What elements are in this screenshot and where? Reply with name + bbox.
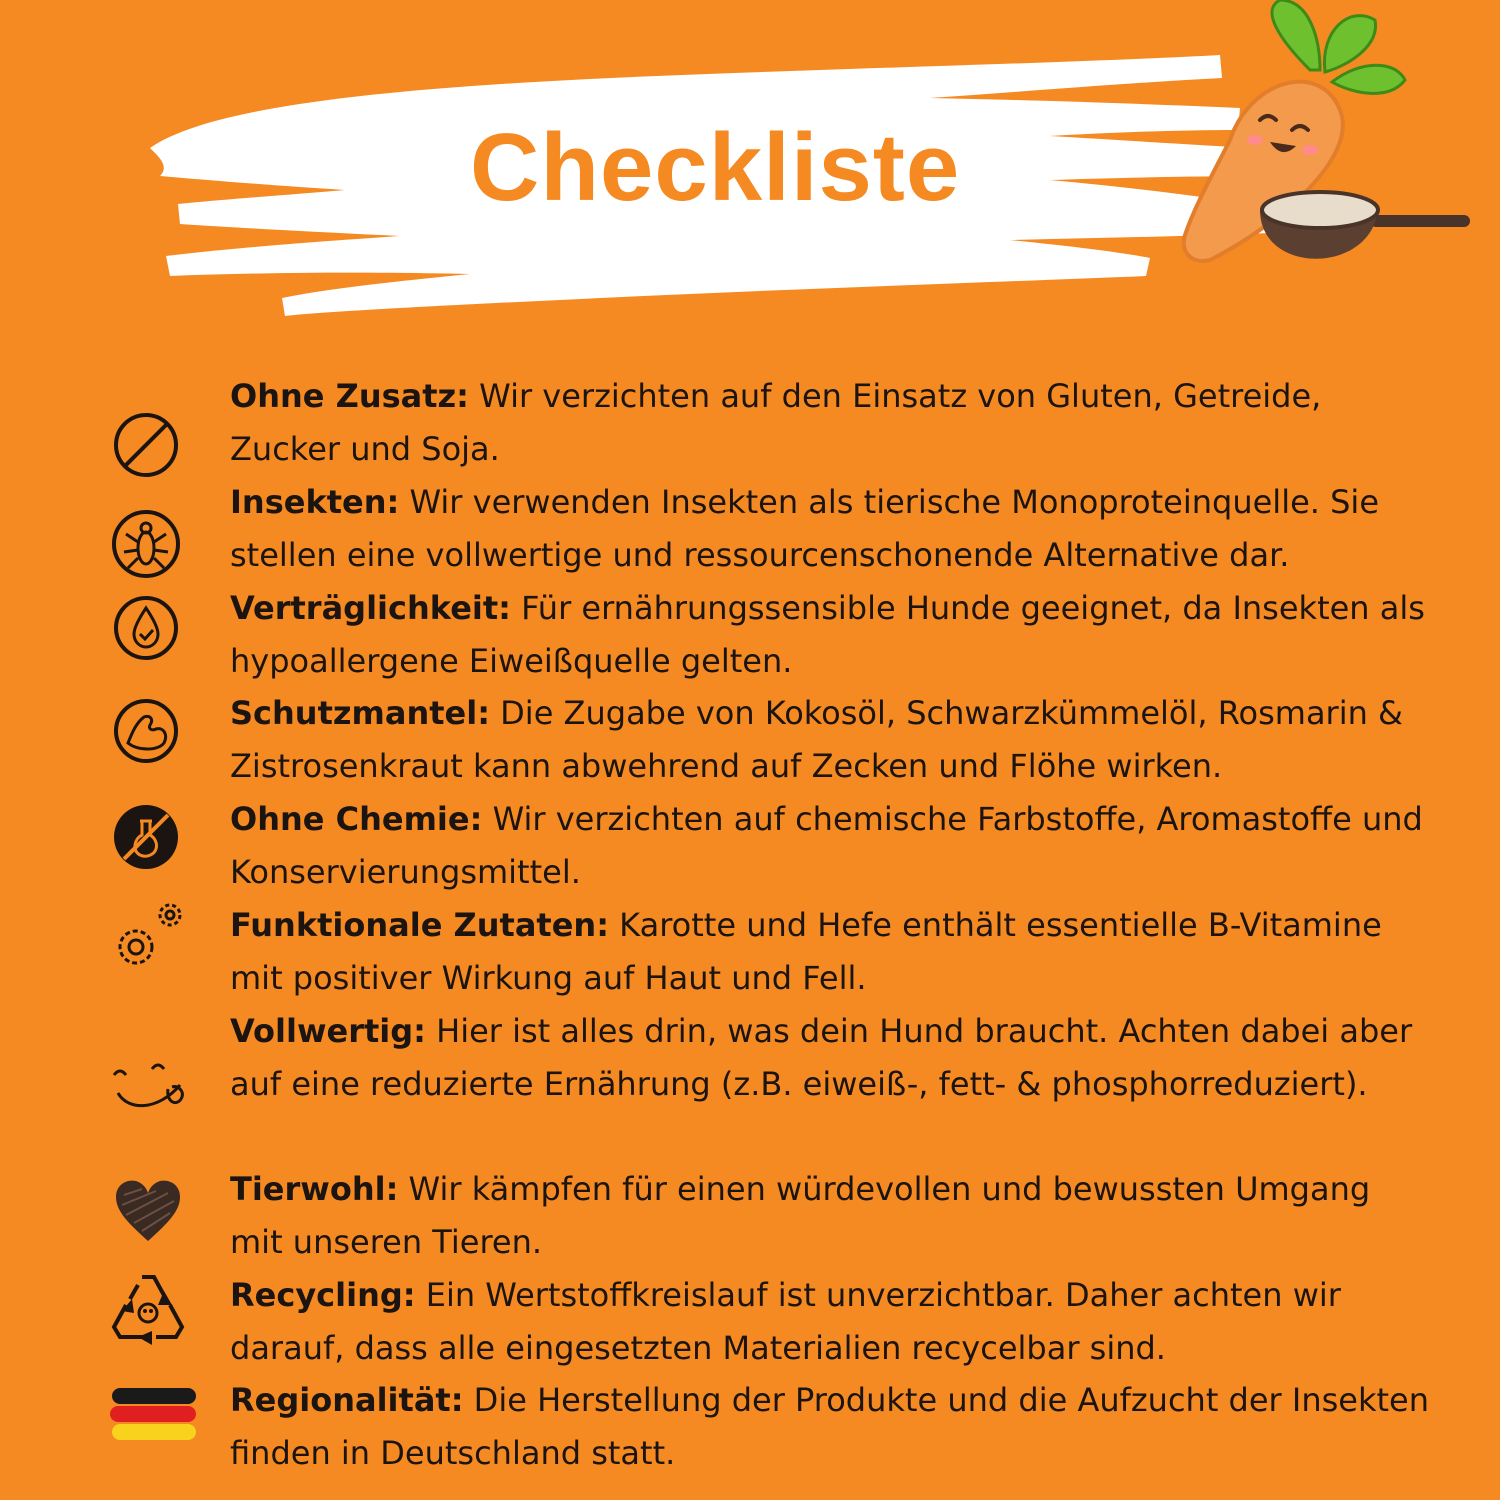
- header-banner: [0, 0, 1500, 340]
- item-label: Insekten:: [230, 483, 400, 521]
- item-label: Recycling:: [230, 1276, 416, 1314]
- item-text: [230, 899, 1430, 1005]
- item-description: Die Herstellung der Produkte und die Aufzucht der Insekten finden in Deutschland statt.: [230, 1381, 1429, 1472]
- item-text: [230, 1163, 1430, 1269]
- item-description: Ein Wertstoffkreislauf ist unverzichtbar. Daher achten wir darauf, dass alle eingesetzten Materialien recycelbar sind.: [230, 1276, 1341, 1367]
- scoop-icon: [1260, 192, 1470, 259]
- item-text: [230, 1005, 1430, 1111]
- item-label: Tierwohl:: [230, 1170, 399, 1208]
- german-flag-icon: [110, 1382, 200, 1462]
- gears-icon: [108, 899, 188, 979]
- item-label: Schutzmantel:: [230, 694, 490, 732]
- item-label: Verträglichkeit:: [230, 589, 511, 627]
- item-description: Wir verwenden Insekten als tierische Monoproteinquelle. Sie stellen eine vollwertige und ressourcenschonende Alternative dar.: [230, 483, 1379, 574]
- carrot-leaves: [1272, 0, 1405, 93]
- item-label: Ohne Chemie:: [230, 800, 483, 838]
- item-description: Hier ist alles drin, was dein Hund braucht. Achten dabei aber auf eine reduzierte Ernährung (z.B. eiweiß-, fett- & phosphorreduziert).: [230, 1012, 1413, 1103]
- no-sign-icon: [108, 407, 188, 487]
- item-description: Wir kämpfen für einen würdevollen und bewussten Umgang mit unseren Tieren.: [230, 1170, 1371, 1261]
- item-description: Wir verzichten auf den Einsatz von Gluten, Getreide, Zucker und Soja.: [230, 377, 1322, 468]
- item-text: [230, 476, 1430, 582]
- item-label: Funktionale Zutaten:: [230, 906, 609, 944]
- item-text: [230, 793, 1430, 899]
- item-text: [230, 687, 1430, 793]
- item-description: Karotte und Hefe enthält essentielle B-Vitamine mit positiver Wirkung auf Haut und Fell.: [230, 906, 1382, 997]
- item-text: [230, 582, 1430, 688]
- page-title: Checkliste: [470, 114, 961, 221]
- item-text: [230, 370, 1430, 476]
- carrot-mascot-icon: [1120, 0, 1480, 300]
- recycling-icon: [108, 1269, 188, 1349]
- item-label: Ohne Zusatz:: [230, 377, 469, 415]
- heart-icon: [108, 1171, 188, 1251]
- item-description: Wir verzichten auf chemische Farbstoffe, Aromastoffe und Konservierungsmittel.: [230, 800, 1423, 891]
- item-text: [230, 1374, 1430, 1480]
- item-text: [230, 1269, 1430, 1375]
- item-label: Vollwertig:: [230, 1012, 426, 1050]
- item-description: Für ernährungssensible Hunde geeignet, da Insekten als hypoallergene Eiweißquelle gelten.: [230, 589, 1425, 680]
- item-description: Die Zugabe von Kokosöl, Schwarzkümmelöl, Rosmarin & Zistrosenkraut kann abwehrend auf Zecken und Flöhe wirken.: [230, 694, 1403, 785]
- item-label: Regionalität:: [230, 1381, 464, 1419]
- drop-check-icon: [108, 590, 188, 670]
- no-chemicals-icon: [108, 799, 188, 879]
- muscle-icon: [108, 693, 188, 773]
- insect-icon: [108, 506, 188, 586]
- yummy-face-icon: [108, 1045, 188, 1125]
